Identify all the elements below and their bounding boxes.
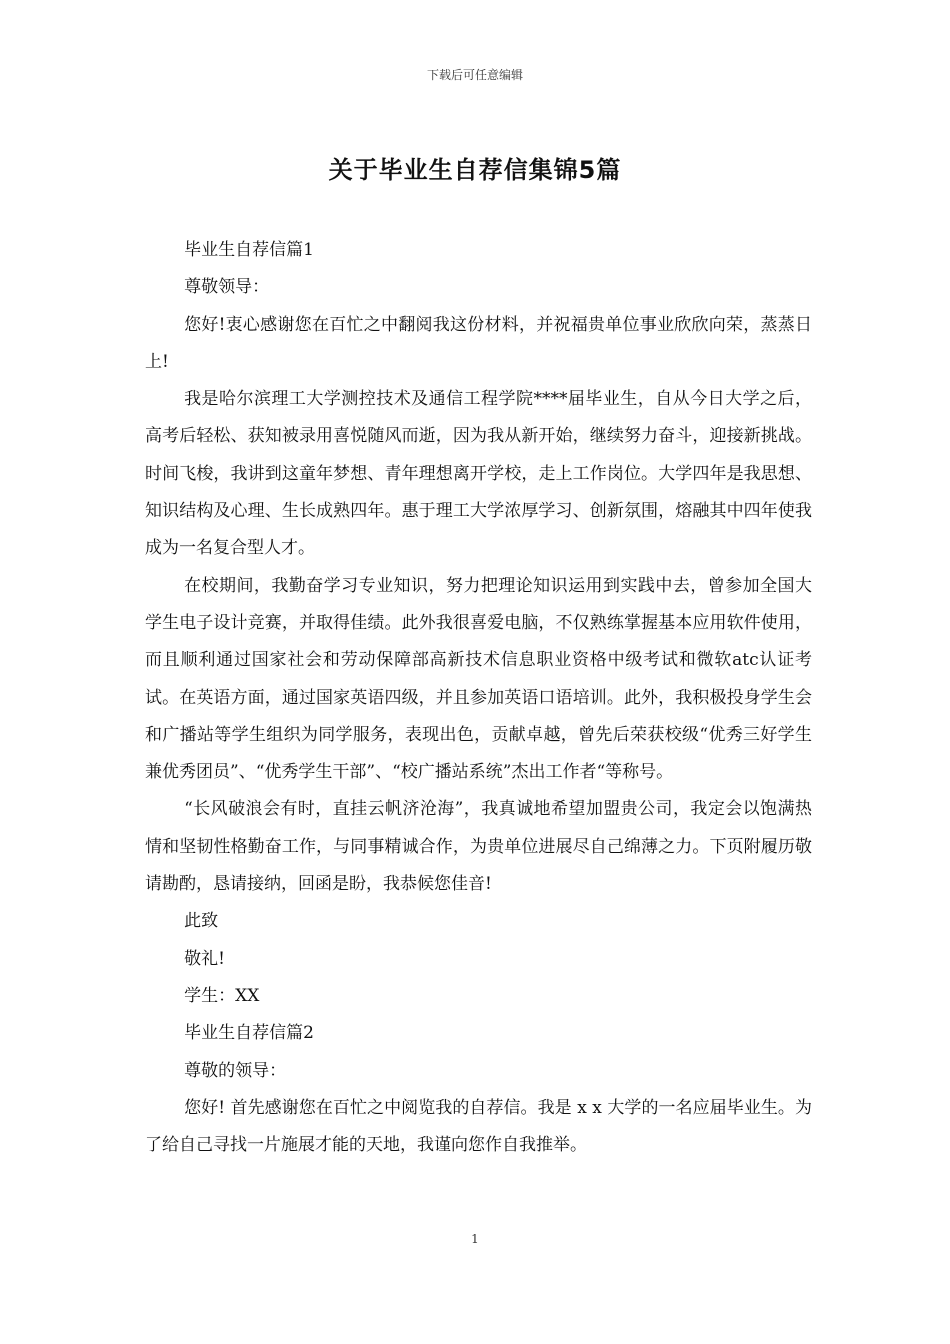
page-header: 下载后可任意编辑	[426, 68, 523, 82]
paragraph-salutation-1: 尊敬领导：	[184, 277, 270, 298]
page-number: 1	[471, 1232, 479, 1246]
paragraph-closing-wish: “长风破浪会有时，直挂云帆济沧海”，我真诚地希望加盟贵公司，我定会以饱满热情和坚韧性格勤奋工作，与同事精诚合作，为贵单位进展尽自己绵薄之力。下页附履历敬请勘酌，恳请接纳，回函是盼，我恭候您佳音!	[145, 799, 812, 895]
paragraph-school-experience: 在校期间，我勤奋学习专业知识，努力把理论知识运用到实践中去，曾参加全国大学生电子设计竞赛，并取得佳绩。此外我很喜爱电脑，不仅熟练掌握基本应用软件使用，而且顺利通过国家社会和劳动保障部高新技术信息职业资格中级考试和微软atc认证考试。在英语方面，通过国家英语四级，并且参加英语口语培训。此外，我积极投身学生会和广播站等学生组织为同学服务，表现出色，贡献卓越，曾先后荣获校级“优秀三好学生兼优秀团员”、“优秀学生干部”、“校广播站系统”杰出工作者“等称号。	[145, 575, 812, 783]
paragraph-signature: 学生：XX	[184, 985, 260, 1006]
paragraph-salutation-2: 尊敬的领导：	[184, 1060, 287, 1081]
document-title: 关于毕业生自荐信集锦5篇	[328, 156, 622, 184]
paragraph-greeting-1: 您好!衷心感谢您在百忙之中翻阅我这份材料，并祝福贵单位事业欣欣向荣，蒸蒸日上!	[145, 314, 812, 372]
paragraph-greeting-2: 您好! 首先感谢您在百忙之中阅览我的自荐信。我是 x x 大学的一名应届毕业生。为了给自己寻找一片施展才能的天地，我谨向您作自我推举。	[145, 1097, 812, 1156]
paragraph-introduction: 我是哈尔滨理工大学测控技术及通信工程学院****届毕业生，自从今日大学之后，高考后轻松、获知被录用喜悦随风而逝，因为我从新开始，继续努力奋斗，迎接新挑战。时间飞梭，我讲到这童年梦想、青年理想离开学校，走上工作岗位。大学四年是我思想、知识结构及心理、生长成熟四年。惠于理工大学浓厚学习、创新氛围，熔融其中四年使我成为一名复合型人才。	[145, 389, 812, 559]
document-body	[145, 232, 812, 1164]
paragraph-section-heading-1: 毕业生自荐信篇1	[184, 240, 314, 260]
paragraph-section-heading-2: 毕业生自荐信篇2	[184, 1023, 314, 1044]
paragraph-salute: 敬礼!	[184, 948, 225, 969]
paragraph-regards: 此致	[184, 911, 219, 932]
